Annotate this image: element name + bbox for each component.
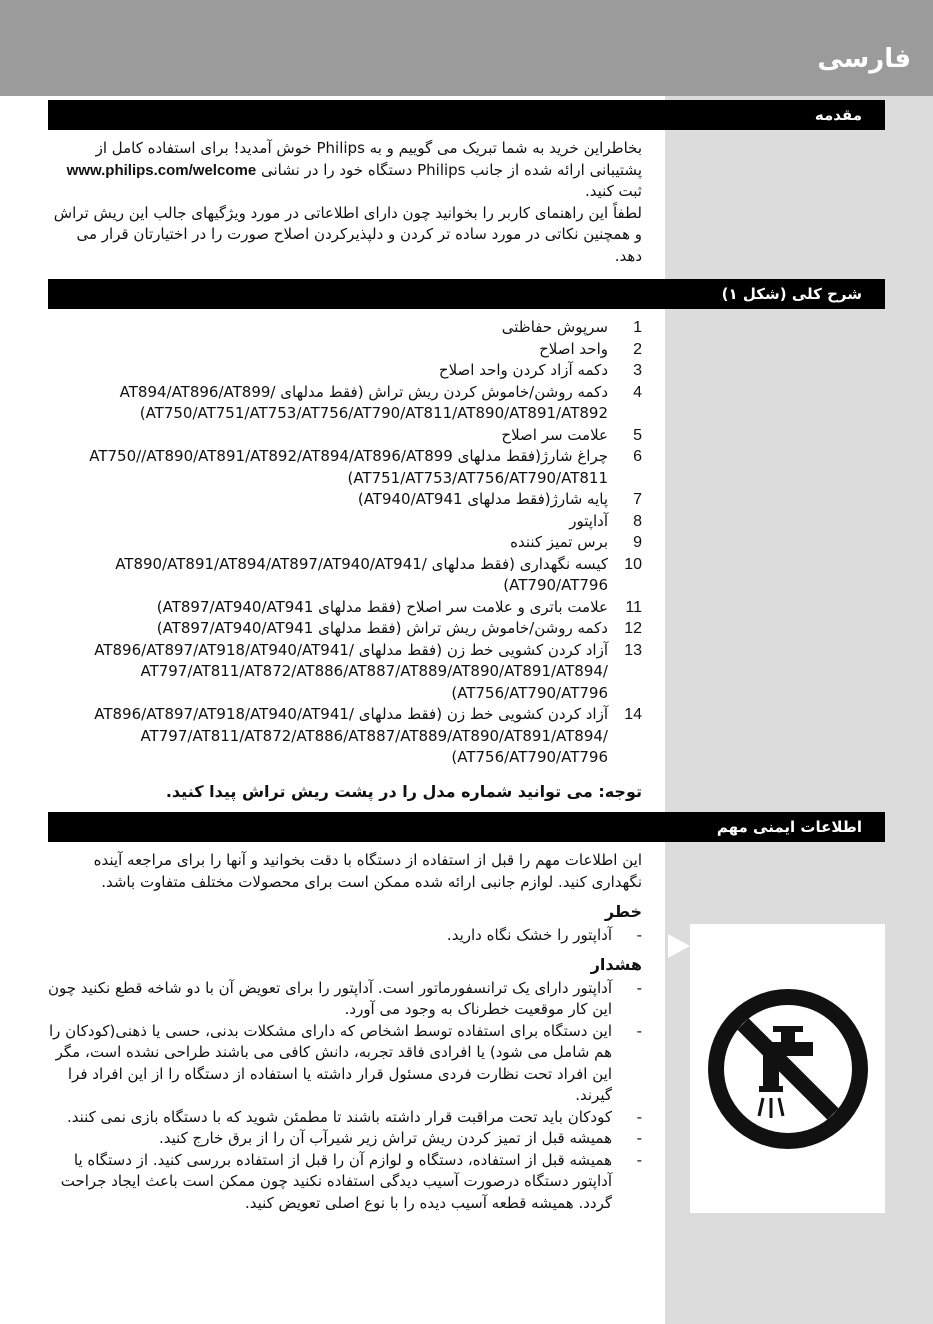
- overview-item-number: 13: [624, 641, 642, 659]
- intro-paragraph-1: [48, 138, 642, 203]
- bullet-dash: -: [636, 1129, 642, 1147]
- bullet-dash: -: [636, 925, 642, 944]
- warning-item: [48, 1107, 642, 1129]
- warning-item-text: همیشه قبل از استفاده، دستگاه و لوازم آن را قبل از استفاده بررسی کنید. از دستگاه یا آداپتور دستگاه درصورت آسیب دیدگی استفاده نکنید چون ممکن است باعث ایجاد جراحت گردد. همیشه قطعه آسیب دیده را با نوع اصلی تعویض کنید.: [60, 1150, 612, 1212]
- overview-item: [48, 618, 642, 640]
- overview-item: [48, 339, 642, 361]
- section-header-overview: شرح کلی (شکل ۱): [48, 279, 885, 309]
- overview-item-number: 8: [633, 512, 642, 530]
- overview-item-text: چراغ شارژ(فقط مدلهای AT750//AT890/AT891/AT892/AT894/AT896/AT899 (AT751/AT753/AT756/AT790/AT811: [89, 447, 608, 487]
- danger-item: [48, 925, 642, 947]
- overview-item-text: دکمه روشن/خاموش کردن ریش تراش (فقط مدلهای AT894/AT896/AT899/ AT750/AT751/AT753/AT756/AT790/AT811/AT890/AT891/AT892): [119, 382, 608, 422]
- overview-item: [48, 317, 642, 339]
- overview-item-number: 5: [633, 426, 642, 444]
- overview-item: [48, 446, 642, 489]
- overview-item: [48, 704, 642, 769]
- bullet-dash: -: [636, 978, 642, 997]
- section-header-intro: مقدمه: [48, 100, 885, 130]
- warning-item: [48, 1150, 642, 1215]
- overview-item: [48, 489, 642, 511]
- overview-item-number: 14: [624, 706, 642, 723]
- warning-list: [48, 978, 642, 1215]
- overview-item-number: 1: [633, 319, 642, 336]
- overview-section: [48, 317, 664, 802]
- overview-item-number: 4: [633, 383, 642, 401]
- intro-paragraph-2: لطفاً این راهنمای کاربر را بخوانید چون دارای اطلاعاتی در مورد ویژگیهای جالب این ریش تراش و همچنین نکاتی در مورد ساده تر کردن و دلپذیرکردن اصلاح صورت را در اختیارتان قرار می دهد.: [53, 203, 642, 265]
- intro-section: [48, 138, 664, 267]
- warning-item-text: آداپتور دارای یک ترانسفورماتور است. آداپتور را برای تعویض آن با دو شاخه قطع نکنید چون این کار موقعیت خطرناک به وجود می آورد.: [48, 978, 612, 1018]
- bullet-dash: -: [636, 1107, 642, 1126]
- intro-text-a: بخاطراین خرید به شما تبریک می گوییم و به Philips خوش آمدید! برای استفاده کامل از پشتیبانی ارائه شده از جانب Philips دستگاه خود را در نشانی: [95, 139, 642, 179]
- overview-item: [48, 597, 642, 619]
- overview-list: [48, 317, 642, 769]
- overview-item-number: 7: [633, 491, 642, 508]
- model-number-note: توجه: می توانید شماره مدل را در پشت ریش تراش پیدا کنید.: [165, 781, 642, 801]
- overview-item: [48, 640, 642, 705]
- warning-item-text: این دستگاه برای استفاده توسط اشخاص که دارای مشکلات بدنی، حسی یا ذهنی(کودکان را هم شامل می شود) یا افرادی فاقد تجربه، دانش کافی می باشند طراحی نشده است، مگر این افراد تحت نظارت فردی مسئول قرار داشته یا استفاده از دستگاه را از این افراد فرا گیرند.: [48, 1021, 612, 1104]
- icon-panel: [690, 924, 885, 1213]
- overview-item: [48, 360, 642, 382]
- overview-item-number: 10: [624, 555, 642, 573]
- warning-item: [48, 1128, 642, 1150]
- top-banner: [0, 0, 933, 96]
- overview-item-text: پایه شارژ(فقط مدلهای AT940/AT941): [357, 490, 608, 508]
- callout-pointer: [668, 934, 690, 958]
- overview-item-number: 11: [625, 598, 642, 616]
- overview-item-number: 2: [633, 340, 642, 358]
- overview-item-number: 3: [633, 362, 642, 379]
- overview-item-number: 6: [633, 448, 642, 465]
- warning-item: [48, 978, 642, 1021]
- no-water-tap-icon: [703, 984, 873, 1154]
- overview-item-text: دکمه روشن/خاموش ریش تراش (فقط مدلهای AT897/AT940/AT941): [156, 619, 608, 637]
- overview-item: [48, 511, 642, 533]
- language-label: فارسی: [817, 44, 911, 74]
- intro-text-b: ثبت کنید.: [584, 182, 642, 200]
- welcome-url-link[interactable]: www.philips.com/welcome: [66, 161, 257, 179]
- warning-item-text: کودکان باید تحت مراقبت قرار داشته باشند تا مطمئن شوید که با دستگاه بازی نمی کنند.: [66, 1107, 612, 1126]
- bullet-dash: -: [636, 1150, 642, 1169]
- overview-item-text: آداپتور: [569, 511, 608, 530]
- overview-item-text: برس تمیز کننده: [510, 533, 608, 551]
- overview-item-number: 12: [624, 620, 642, 637]
- danger-item-text: آداپتور را خشک نگاه دارید.: [446, 925, 612, 944]
- bullet-dash: -: [636, 1021, 642, 1040]
- overview-item: [48, 382, 642, 425]
- overview-item-text: دکمه آزاد کردن واحد اصلاح: [438, 361, 608, 379]
- overview-item-text: آزاد کردن کشویی خط زن (فقط مدلهای AT896/AT897/AT918/AT940/AT941/ AT797/AT811/AT872/AT886/AT887/AT889/AT890/AT891/AT894/ AT756/AT790/AT796): [94, 640, 608, 702]
- overview-item: [48, 425, 642, 447]
- overview-item: [48, 532, 642, 554]
- overview-item-text: سرپوش حفاظتی: [501, 318, 608, 336]
- safety-intro: این اطلاعات مهم را قبل از استفاده از دستگاه با دقت بخوانید و آنها را برای مراجعه آینده نگهداری کنید. لوازم جانبی ارائه شده ممکن است برای محصولات مختلف متفاوت باشد.: [93, 851, 642, 891]
- danger-heading: خطر: [604, 902, 642, 921]
- overview-item-text: علامت سر اصلاح: [501, 425, 608, 444]
- overview-item-number: 9: [633, 534, 642, 551]
- overview-item: [48, 554, 642, 597]
- danger-list: [48, 925, 642, 947]
- overview-item-text: علامت باتری و علامت سر اصلاح (فقط مدلهای AT897/AT940/AT941): [156, 597, 608, 616]
- overview-item-text: واحد اصلاح: [539, 339, 608, 358]
- warning-item-text: همیشه قبل از تمیز کردن ریش تراش زیر شیرآب آن را از برق خارج کنید.: [158, 1129, 612, 1147]
- warning-heading: هشدار: [590, 955, 642, 974]
- warning-item: [48, 1021, 642, 1107]
- overview-item-text: آزاد کردن کشویی خط زن (فقط مدلهای AT896/AT897/AT918/AT940/AT941/ AT797/AT811/AT872/AT886/AT887/AT889/AT890/AT891/AT894/ AT756/AT790/AT796): [94, 705, 608, 766]
- safety-section: [48, 850, 664, 1214]
- overview-item-text: کیسه نگهداری (فقط مدلهای AT890/AT891/AT894/AT897/AT940/AT941/ AT790/AT796): [115, 554, 608, 594]
- section-header-safety: اطلاعات ایمنی مهم: [48, 812, 885, 842]
